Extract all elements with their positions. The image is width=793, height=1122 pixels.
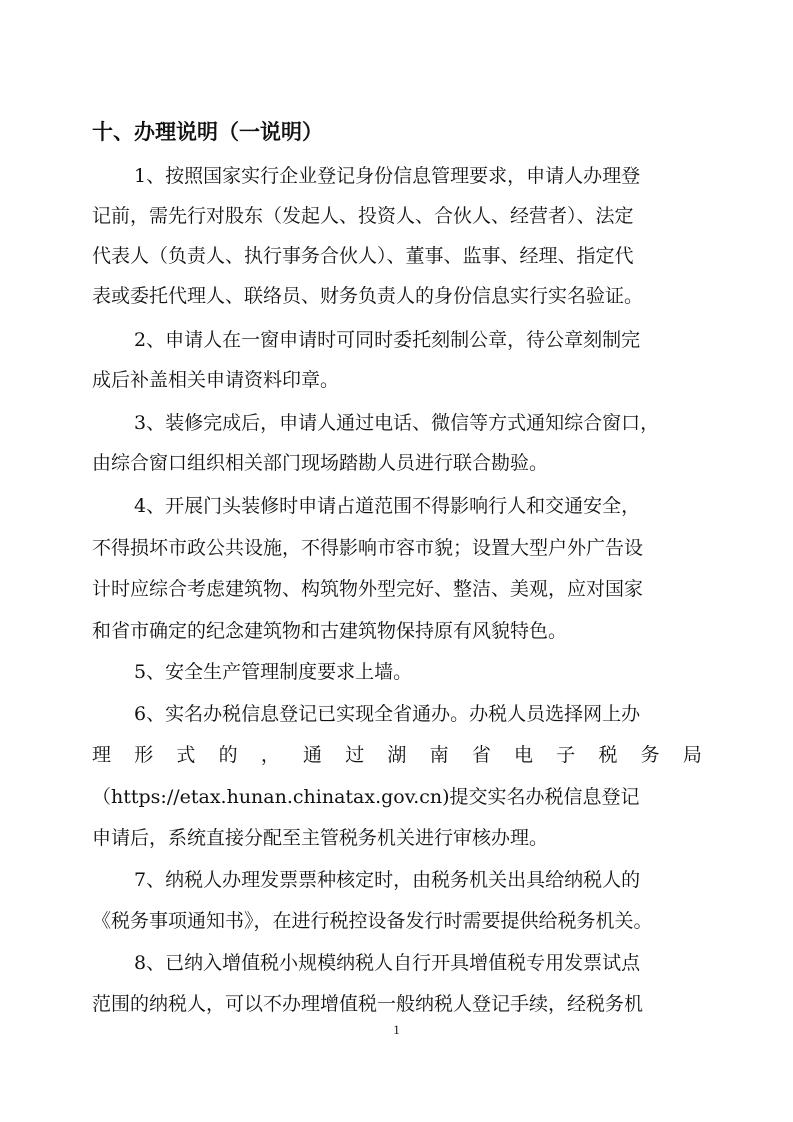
paragraph-8-line-2: 范围的纳税人，可以不办理增值税一般纳税人登记手续，经税务机: [92, 993, 644, 1015]
spread-char: 过: [345, 744, 365, 766]
paragraph-6-line-3: （https://etax.hunan.chinatax.gov.cn)提交实名办税信息登记: [92, 786, 640, 808]
spread-char: 式: [176, 744, 196, 766]
spread-char: 理: [92, 744, 112, 766]
paragraph-4-line-3: 计时应综合考虑建筑物、构筑物外型完好、整洁、美观，应对国家: [92, 578, 644, 600]
paragraph-3-line-2: 由综合窗口组织相关部门现场踏勘人员进行联合勘验。: [92, 452, 549, 474]
paragraph-7-line-1: 7、纳税人办理发票票种核定时，由税务机关出具给纳税人的: [134, 869, 641, 891]
spread-char: 局: [682, 744, 702, 766]
spread-char: 通: [303, 744, 323, 766]
paragraph-2-line-2: 成后补盖相关申请资料印章。: [92, 369, 340, 391]
paragraph-1-line-2: 记前，需先行对股东（发起人、投资人、合伙人、经营者）、法定: [92, 205, 634, 227]
paragraph-4-line-2: 不得损坏市政公共设施，不得影响市容市貌；设置大型户外广告设: [92, 537, 644, 559]
paragraph-6-line-4: 申请后，系统直接分配至主管税务机关进行审核办理。: [92, 827, 549, 849]
paragraph-7-line-2: 《税务事项通知书》，在进行税控设备发行时需要提供给税务机关。: [92, 910, 653, 932]
spread-char: 南: [429, 744, 449, 766]
paragraph-2-line-1: 2、申请人在一窗申请时可同时委托刻制公章，待公章刻制完: [134, 329, 641, 351]
spread-char: 的: [218, 744, 238, 766]
paragraph-1-line-3: 代表人（负责人、执行事务合伙人）、董事、监事、经理、指定代: [92, 245, 634, 267]
paragraph-1-line-4: 表或委托代理人、联络员、财务负责人的身份信息实行实名验证。: [92, 285, 644, 307]
paragraph-4-line-1: 4、开展门头装修时申请占道范围不得影响行人和交通安全，: [134, 495, 641, 517]
spread-char: 务: [640, 744, 660, 766]
spread-char: 湖: [387, 744, 407, 766]
spread-char: 税: [598, 744, 618, 766]
paragraph-4-line-4: 和省市确定的纪念建筑物和古建筑物保持原有风貌特色。: [92, 620, 568, 642]
paragraph-1-line-1: 1、按照国家实行企业登记身份信息管理要求，申请人办理登: [134, 165, 641, 187]
paragraph-6-line-2: [92, 740, 702, 770]
paragraph-5-line-1: 5、安全生产管理制度要求上墙。: [134, 661, 413, 683]
spread-char: 形: [134, 744, 154, 766]
paragraph-8-line-1: 8、已纳入增值税小规模纳税人自行开具增值税专用发票试点: [134, 952, 641, 974]
paragraph-6-line-1: 6、实名办税信息登记已实现全省通办。办税人员选择网上办: [134, 703, 641, 725]
spread-char: ，: [260, 744, 280, 766]
spread-char: 电: [514, 744, 534, 766]
spread-char: 省: [471, 744, 491, 766]
section-heading: 十、办理说明（一说明）: [92, 120, 323, 144]
page-number: 1: [393, 1022, 400, 1037]
paragraph-3-line-1: 3、装修完成后，申请人通过电话、微信等方式通知综合窗口，: [134, 412, 660, 434]
spread-char: 子: [556, 744, 576, 766]
